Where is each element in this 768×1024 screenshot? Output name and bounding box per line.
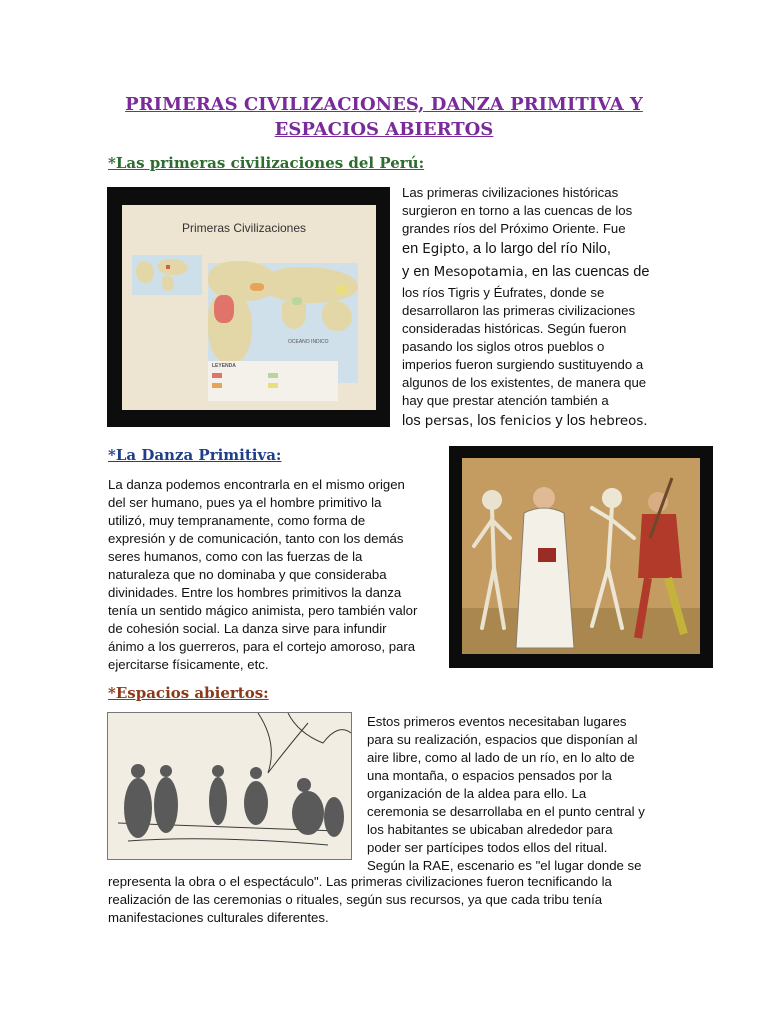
text-line: los ríos Tigris y Éufrates, donde se: [402, 285, 605, 300]
text-line: ánimo a los guerreros, para el cortejo amoroso, para: [108, 639, 416, 654]
civilizations-map-image: [107, 187, 390, 427]
map-highlight-mesopotamia: [250, 283, 264, 291]
text-line: organización de la aldea para ello. La: [367, 786, 587, 801]
text-line: ceremonia se desarrollaba en el punto central y: [367, 804, 645, 819]
title-line-1: PRIMERAS CIVILIZACIONES, DANZA PRIMITIVA Y: [125, 94, 643, 115]
text-line: pasando los siglos otros pueblos o: [402, 339, 605, 354]
text-line: aire libre, como al lado de un río, en lo alto de: [367, 750, 635, 765]
text-line: surgieron en torno a las cuencas de los: [402, 203, 633, 218]
title-line-2: ESPACIOS ABIERTOS: [274, 119, 494, 140]
dance-of-death-painting: [449, 446, 713, 668]
map-title: Primeras Civilizaciones: [182, 221, 307, 235]
paragraph-espacios-continued: [108, 873, 668, 927]
text-line: utilizó, muy tempranamente, como forma de: [108, 513, 366, 528]
text-line: manifestaciones culturales diferentes.: [108, 910, 329, 925]
legend-heading: LEYENDA: [212, 363, 236, 369]
text-line: La danza podemos encontrarla en el mismo origen: [108, 477, 405, 492]
text-line: Las primeras civilizaciones históricas: [402, 185, 619, 200]
text-line: del ser humano, pues ya el hombre primitivo la: [108, 495, 382, 510]
dance-painting-figures: [462, 458, 700, 654]
open-air-dance-engraving: [107, 712, 352, 860]
keyword-hebreos: hebreos: [589, 414, 644, 429]
text-line: realización de las ceremonias o rituales, según sus recursos, ya que cada tribu tenía: [108, 892, 603, 907]
map-landmass-india: [282, 301, 306, 329]
keyword-egipto: Egipto: [422, 242, 465, 257]
text-line: para su realización, espacios que disponían al: [367, 732, 638, 747]
text-line: hay que prestar atención también a: [402, 393, 609, 408]
map-ocean-label: OCEANO INDICO: [288, 339, 329, 345]
text-line: imperios fueron surgiendo sustituyendo a: [402, 357, 644, 372]
text-line: grandes ríos del Próximo Oriente. Fue: [402, 221, 626, 236]
text-line: poder ser partícipes todos ellos del ritual.: [367, 840, 608, 855]
engraving-figures: [108, 713, 351, 859]
map-highlight-indus: [292, 297, 302, 305]
text-line: tenía un sentido mágico animista, pero también valor: [108, 603, 418, 618]
keyword-mesopotamia: Mesopotamia: [433, 265, 524, 280]
text-line: Estos primeros eventos necesitaban lugares: [367, 714, 627, 729]
map-highlight-china: [336, 285, 348, 294]
text-line: divinidades. Entre los hombres primitivos la danza: [108, 585, 402, 600]
text-line: de cohesión social. La danza sirve para infundir: [108, 621, 387, 636]
map-landmass-east-asia: [322, 301, 352, 331]
text-line-mesopotamia: y en Mesopotamia, en las cuencas de: [402, 264, 650, 280]
world-inset-map: [132, 255, 202, 295]
text-line: Según la RAE, escenario es "el lugar donde se: [367, 858, 642, 873]
text-line: algunos de los existentes, de manera que: [402, 375, 647, 390]
text-line: naturaleza que no dominaba y que consideraba: [108, 567, 387, 582]
paragraph-espacios: [367, 713, 663, 875]
text-line: ejercitarse físicamente, etc.: [108, 657, 269, 672]
keyword-fenicios: fenicios: [499, 414, 552, 429]
text-line: seres humanos, como con las fuerzas de la: [108, 549, 363, 564]
text-line: consideradas históricas. Según fueron: [402, 321, 627, 336]
text-line: desarrollaron las primeras civilizaciones: [402, 303, 636, 318]
text-line-pueblos: los persas, los fenicios y los hebreos.: [402, 413, 648, 429]
map-legend: [208, 361, 338, 401]
paragraph-civilizaciones: [402, 184, 664, 433]
section-heading-civilizaciones: *Las primeras civilizaciones del Perú:: [108, 154, 425, 172]
paragraph-danza: [108, 476, 438, 674]
text-line-egipto: en Egipto, a lo largo del río Nilo,: [402, 241, 611, 257]
section-heading-danza: *La Danza Primitiva:: [108, 446, 282, 464]
map-highlight-egypt: [214, 295, 234, 323]
document-title: [90, 92, 678, 142]
text-line: los habitantes se ubicaban alrededor para: [367, 822, 613, 837]
text-line: representa la obra o el espectáculo". Las primeras civilizaciones fueron tecnificando la: [108, 874, 612, 889]
text-line: una montaña, o espacios pensados por la: [367, 768, 612, 783]
text-line: expresión y de comunicación, tanto con los demás: [108, 531, 404, 546]
keyword-persas: persas: [424, 414, 470, 429]
section-heading-espacios: *Espacios abiertos:: [108, 684, 269, 702]
